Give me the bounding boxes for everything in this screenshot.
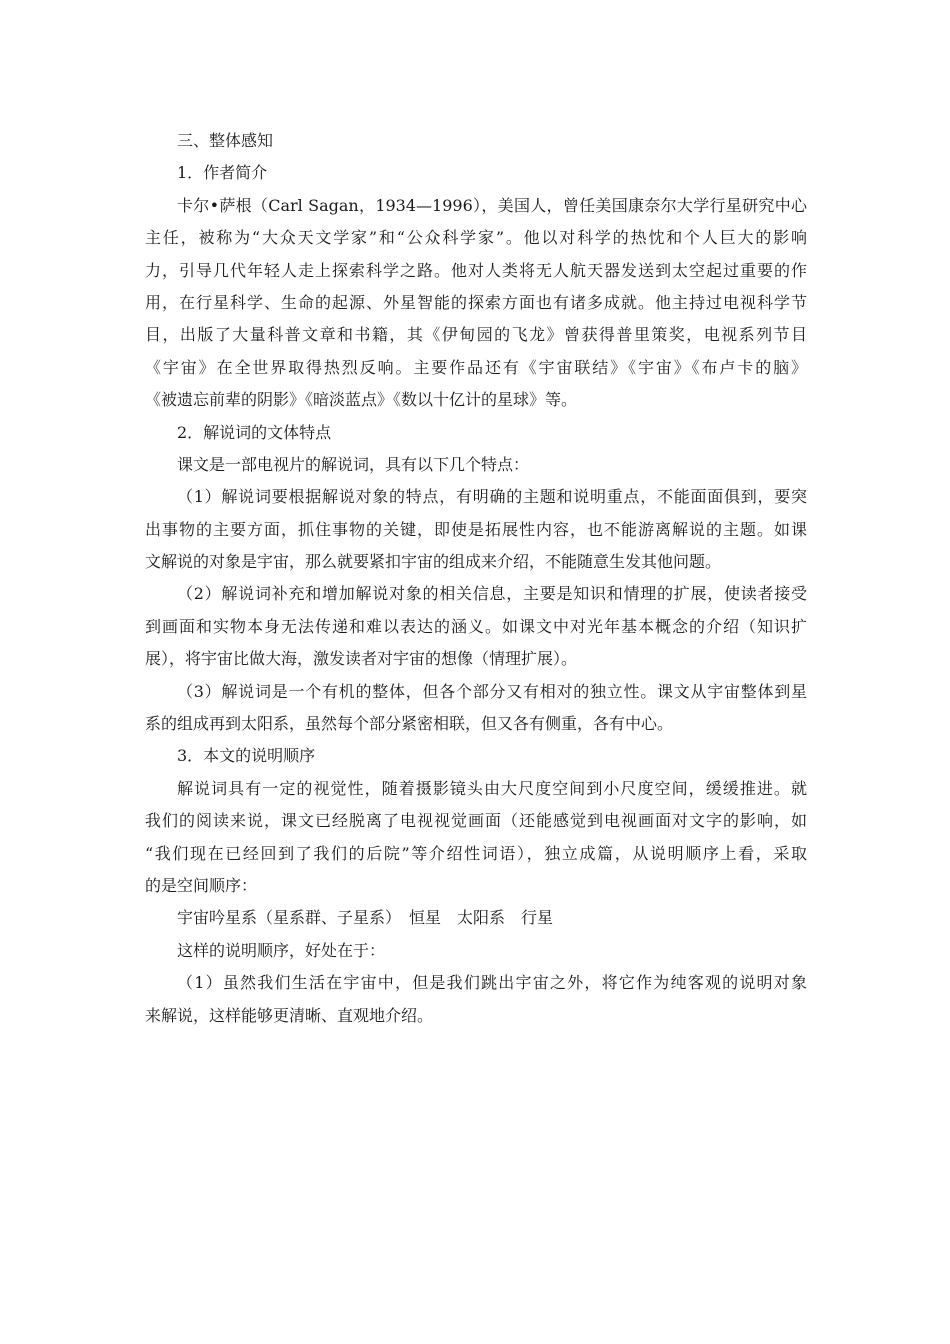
text-line: 《被遗忘前辈的阴影》《暗淡蓝点》《数以十亿计的星球》等。 [145,390,578,410]
text-line: 展），将宇宙比做大海，激发读者对宇宙的想像（情理扩展）。 [145,649,578,669]
text-line: 到画面和实物本身无法传递和难以表达的涵义。如课文中对光年基本概念的介绍（知识扩 [145,616,807,636]
text-line: 目，出版了大量科普文章和书籍，其《伊甸园的飞龙》曾获得普里策奖，电视系列节目 [145,325,807,345]
text-line: 宇宙吟星系（星系群、子星系） 恒星 太阳系 行星 [177,908,554,928]
text-line: （2）解说词补充和增加解说对象的相关信息，主要是知识和情理的扩展，使读者接受 [177,584,807,604]
text-line: 主任，被称为“大众天文学家”和“公众科学家”。他以对科学的热忱和个人巨大的影响 [145,228,807,248]
text-line: 我们的阅读来说，课文已经脱离了电视视觉画面（还能感觉到电视画面对文字的影响，如 [145,811,807,831]
text-line: 力，引导几代年轻人走上探索科学之路。他对人类将无人航天器发送到太空起过重要的作 [145,260,807,280]
text-line: 这样的说明顺序，好处在于： [177,940,386,960]
text-line: 出事物的主要方面，抓住事物的关键，即使是拓展性内容，也不能游离解说的主题。如课 [145,519,807,539]
text-line: 2．解说词的文体特点 [177,422,332,442]
text-line: 课文是一部电视片的解说词，具有以下几个特点： [177,454,530,474]
text-line: 用，在行星科学、生命的起源、外星智能的探索方面也有诸多成就。他主持过电视科学节 [145,292,807,312]
text-line: 1．作者简介 [177,163,268,183]
text-line: 解说词具有一定的视觉性，随着摄影镜头由大尺度空间到小尺度空间，缓缓推进。就 [177,778,807,798]
text-line: 《宇宙》在全世界取得热烈反响。主要作品还有《宇宙联结》《宇宙》《布卢卡的脑》 [145,357,807,377]
text-line: （1）虽然我们生活在宇宙中，但是我们跳出宇宙之外，将它作为纯客观的说明对象 [177,973,807,993]
text-line: 系的组成再到太阳系，虽然每个部分紧密相联，但又各有侧重，各有中心。 [145,714,674,734]
document-body [145,125,807,1032]
text-line: 文解说的对象是宇宙，那么就要紧扣宇宙的组成来介绍，不能随意生发其他问题。 [145,552,722,572]
text-line: 卡尔•萨根（Carl Sagan，1934—1996），美国人，曾任美国康奈尔大学行星研究中心 [177,195,807,215]
text-line: 来解说，这样能够更清晰、直观地介绍。 [145,1005,434,1025]
text-line: （1）解说词要根据解说对象的特点，有明确的主题和说明重点，不能面面俱到，要突 [177,487,807,507]
text-line: “我们现在已经回到了我们的后院”等介绍性词语），独立成篇，从说明顺序上看，采取 [145,843,807,863]
text-line: 3．本文的说明顺序 [177,746,316,766]
text-line: 三、整体感知 [177,131,274,150]
text-line: （3）解说词是一个有机的整体，但各个部分又有相对的独立性。课文从宇宙整体到星 [177,681,807,701]
text-line: 的是空间顺序： [145,875,258,895]
